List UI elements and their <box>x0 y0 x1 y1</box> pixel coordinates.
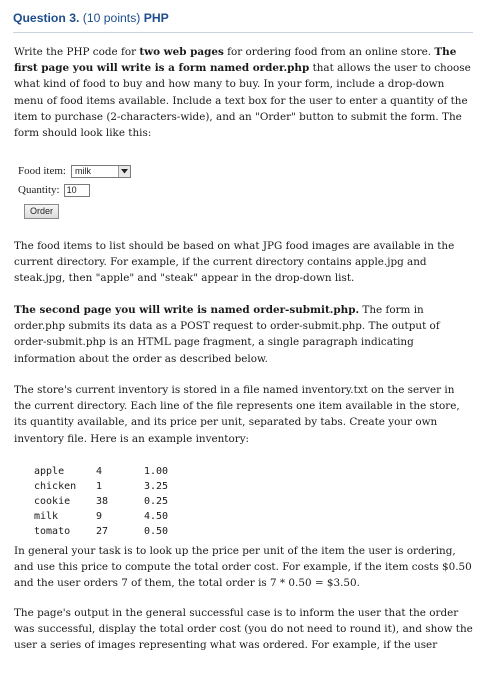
inventory-example <box>34 464 168 539</box>
chevron-down-icon[interactable] <box>118 166 130 177</box>
intro-text-3: that allows the user to choose what kind of food to buy and how many to buy. In your form, include a drop-down menu of food items available. Include a text box for the user to enter a quantity of the item to purchase (2-characters-wide), and an "Order" button to submit the form. The form should look like this: <box>14 62 471 140</box>
inventory-item: apple <box>34 466 65 477</box>
inventory-price: 3.25 <box>144 481 169 492</box>
question-number: Question 3. <box>13 11 80 25</box>
second-page-paragraph <box>14 302 474 367</box>
question-topic: PHP <box>143 11 169 25</box>
food-item-row <box>18 163 131 179</box>
heading-divider <box>13 32 473 33</box>
inventory-price: 1.00 <box>144 466 169 477</box>
inventory-row <box>34 509 168 524</box>
inventory-qty: 27 <box>96 526 109 537</box>
inventory-price: 4.50 <box>144 511 169 522</box>
food-item-selected: milk <box>74 165 91 176</box>
food-item-dropdown[interactable] <box>71 165 131 178</box>
intro-paragraph <box>14 44 474 141</box>
inventory-qty: 4 <box>96 466 103 477</box>
intro-text-1: Write the PHP code for <box>14 46 140 58</box>
inventory-item: chicken <box>34 481 77 492</box>
second-page-text: The form in order.php submits its data as a POST request to order-submit.php. The output of order-submit.php is an HTML page fragment, a single paragraph indicating information about the order as described below. <box>14 304 440 365</box>
second-page-bold: The second page you will write is named order-submit.php. <box>14 304 360 316</box>
inventory-row <box>34 479 168 494</box>
quantity-input[interactable]: 10 <box>64 184 90 197</box>
inventory-qty: 38 <box>96 496 109 507</box>
quantity-row <box>18 182 90 198</box>
inventory-qty: 1 <box>96 481 103 492</box>
inventory-row <box>34 464 168 479</box>
example-order-form <box>18 160 198 230</box>
question-heading <box>13 11 169 25</box>
inventory-price: 0.25 <box>144 496 169 507</box>
intro-text-2: for ordering food from an online store. <box>223 46 435 58</box>
intro-bold-2: The first page you will write is a form named order.php <box>14 46 457 75</box>
inventory-item: milk <box>34 511 59 522</box>
intro-bold-1: two web pages <box>139 46 224 58</box>
inventory-item: tomato <box>34 526 71 537</box>
inventory-qty: 9 <box>96 511 103 522</box>
question-points: (10 points) <box>82 11 141 25</box>
food-item-label: Food item: <box>18 165 66 177</box>
order-button[interactable]: Order <box>24 204 59 219</box>
inventory-row <box>34 524 168 539</box>
task-paragraph: In general your task is to look up the price per unit of the item the user is ordering, and use this price to compute the total order cost. For example, if the item costs $0.50 and the user orders 7 of them, the total order is 7 * 0.50 = $3.50. <box>14 545 472 590</box>
inventory-price: 0.50 <box>144 526 169 537</box>
inventory-item: cookie <box>34 496 71 507</box>
quantity-label: Quantity: <box>18 184 60 196</box>
inventory-paragraph: The store's current inventory is stored in a file named inventory.txt on the server in the current directory. Each line of the file represents one item available in the store, its quantity available, and its price per unit, separated by tabs. Create your own inventory file. Here is an example inventory: <box>14 384 460 445</box>
food-items-paragraph: The food items to list should be based on what JPG food images are available in the current directory. For example, if the current directory contains apple.jpg and steak.jpg, then "apple" and "steak" appear in the drop-down list. <box>14 240 455 285</box>
inventory-row <box>34 494 168 509</box>
output-paragraph: The page's output in the general successful case is to inform the user that the order was successful, display the total order cost (you do not need to round it), and show the user a series of images representing what was ordered. For example, if the user <box>14 607 473 652</box>
